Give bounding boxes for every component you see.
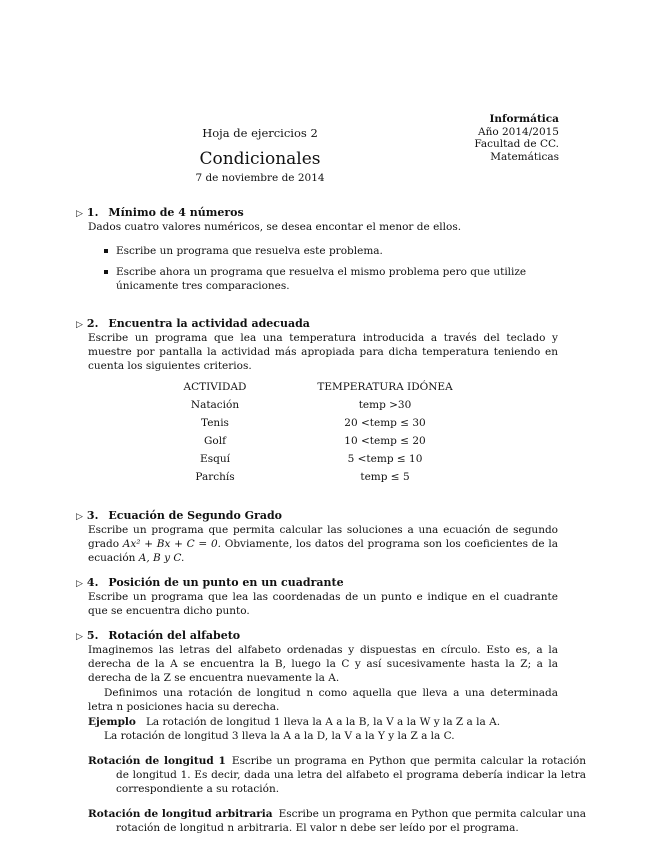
course-name: Informática	[489, 113, 559, 125]
temperature-table	[160, 378, 500, 486]
date: 7 de noviembre de 2014	[195, 172, 325, 184]
subexercise-text: Escribe un programa en Python que permita calcular una rotación de longitud n arbitraria. El valor n debe ser leído por el programa.	[116, 808, 586, 834]
section-5-paragraph-1: Imaginemos las letras del alfabeto ordenadas y dispuestas en círculo. Esto es, a la derecha de la A se encuentra la B, luego la C y así sucesivamente hasta la Z; a la derecha de la Z se encuentra nuevamente la A.	[88, 644, 558, 684]
section-4-heading: ▷ 4. Posición de un punto en un cuadrante	[76, 576, 344, 589]
table-row	[160, 396, 500, 414]
table-cell: 5 <temp ≤ 10	[347, 453, 423, 465]
triangle-marker-icon: ▷	[76, 579, 83, 589]
header-info	[474, 113, 559, 163]
table-cell: Golf	[204, 435, 226, 447]
page-title: Condicionales	[199, 149, 321, 169]
triangle-marker-icon: ▷	[76, 632, 83, 642]
academic-year: Año 2014/2015	[478, 125, 559, 138]
triangle-marker-icon: ▷	[76, 209, 83, 219]
section-5-heading: ▷ 5. Rotación del alfabeto	[76, 629, 241, 642]
subexercise-text: Escribe un programa en Python que permita calcular la rotación de longitud 1. Es decir, dada una letra del alfabeto el programa debería indicar la letra correspondiente a su rotación.	[116, 755, 586, 795]
section-title: Posición de un punto en un cuadrante	[108, 576, 344, 589]
example-label: Ejemplo	[88, 716, 136, 728]
table-cell: Parchís	[195, 471, 235, 483]
table-cell: Natación	[190, 399, 240, 411]
table-row	[160, 432, 500, 450]
section-2-text: Escribe un programa que lea una temperatura introducida a través del teclado y muestre por pantalla la actividad más apropiada para dicha temperatura teniendo en cuenta los siguientes criterios.	[88, 332, 558, 372]
subexercise-rotation-arbitrary	[88, 807, 586, 835]
faculty-line-1: Facultad de CC.	[474, 138, 559, 150]
table-cell: 20 <temp ≤ 30	[344, 417, 426, 429]
section-title: Mínimo de 4 números	[108, 206, 244, 219]
column-header: TEMPERATURA IDÓNEA	[317, 381, 453, 393]
section-1-text: Dados cuatro valores numéricos, se desea encontar el menor de ellos.	[88, 221, 462, 233]
table-cell: Esquí	[200, 453, 230, 465]
section-5-paragraph-2: Definimos una rotación de longitud n como aquella que lleva a una determinada letra n posiciones hacia su derecha.	[88, 687, 558, 713]
table-cell: 10 <temp ≤ 20	[344, 435, 426, 447]
section-title: Rotación del alfabeto	[108, 629, 241, 642]
list-item: Escribe ahora un programa que resuelva el mismo problema pero que utilize únicamente tres comparaciones.	[104, 265, 559, 293]
list-item: Escribe un programa que resuelva este problema.	[104, 244, 559, 258]
section-1-heading: ▷ 1. Mínimo de 4 números	[76, 206, 244, 219]
table-cell: Tenis	[201, 417, 229, 429]
section-3-heading: ▷ 3. Ecuación de Segundo Grado	[76, 509, 283, 522]
column-header: ACTIVIDAD	[183, 381, 247, 393]
triangle-marker-icon: ▷	[76, 320, 83, 330]
section-title: Encuentra la actividad adecuada	[108, 317, 310, 330]
table-cell: temp ≤ 5	[360, 471, 410, 483]
table-row	[160, 414, 500, 432]
equation: Ax² + Bx + C = 0.	[122, 538, 221, 550]
sheet-label: Hoja de ejercicios 2	[202, 126, 318, 140]
table-row	[160, 468, 500, 486]
section-2-heading: ▷ 2. Encuentra la actividad adecuada	[76, 317, 310, 330]
table-cell: temp >30	[358, 399, 412, 411]
section-4-text: Escribe un programa que lea las coordenadas de un punto e indique en el cuadrante que se encuentra dicho punto.	[88, 591, 558, 617]
subexercise-rotation-1	[88, 754, 586, 796]
section-title: Ecuación de Segundo Grado	[108, 509, 283, 522]
subexercise-title: Rotación de longitud 1	[88, 755, 226, 767]
triangle-marker-icon: ▷	[76, 512, 83, 522]
faculty-line-2: Matemáticas	[490, 150, 559, 163]
subexercise-title: Rotación de longitud arbitraria	[88, 808, 273, 820]
table-header-row	[160, 378, 500, 396]
section-1-bullets	[104, 244, 559, 300]
table-row	[160, 450, 500, 468]
section-3-text: Escribe un programa que permita calcular las soluciones a una ecuación de segundo grado Ax² + Bx + C = 0. Obviamente, los datos del programa son los coeficientes de la ecuación A, B y C.	[88, 524, 558, 564]
example-block	[88, 715, 558, 743]
example-line-1: La rotación de longitud 1 lleva la A a la B, la V a la W y la Z a la A.	[145, 716, 501, 728]
example-line-2: La rotación de longitud 3 lleva la A a la D, la V a la Y y la Z a la C.	[104, 730, 455, 742]
